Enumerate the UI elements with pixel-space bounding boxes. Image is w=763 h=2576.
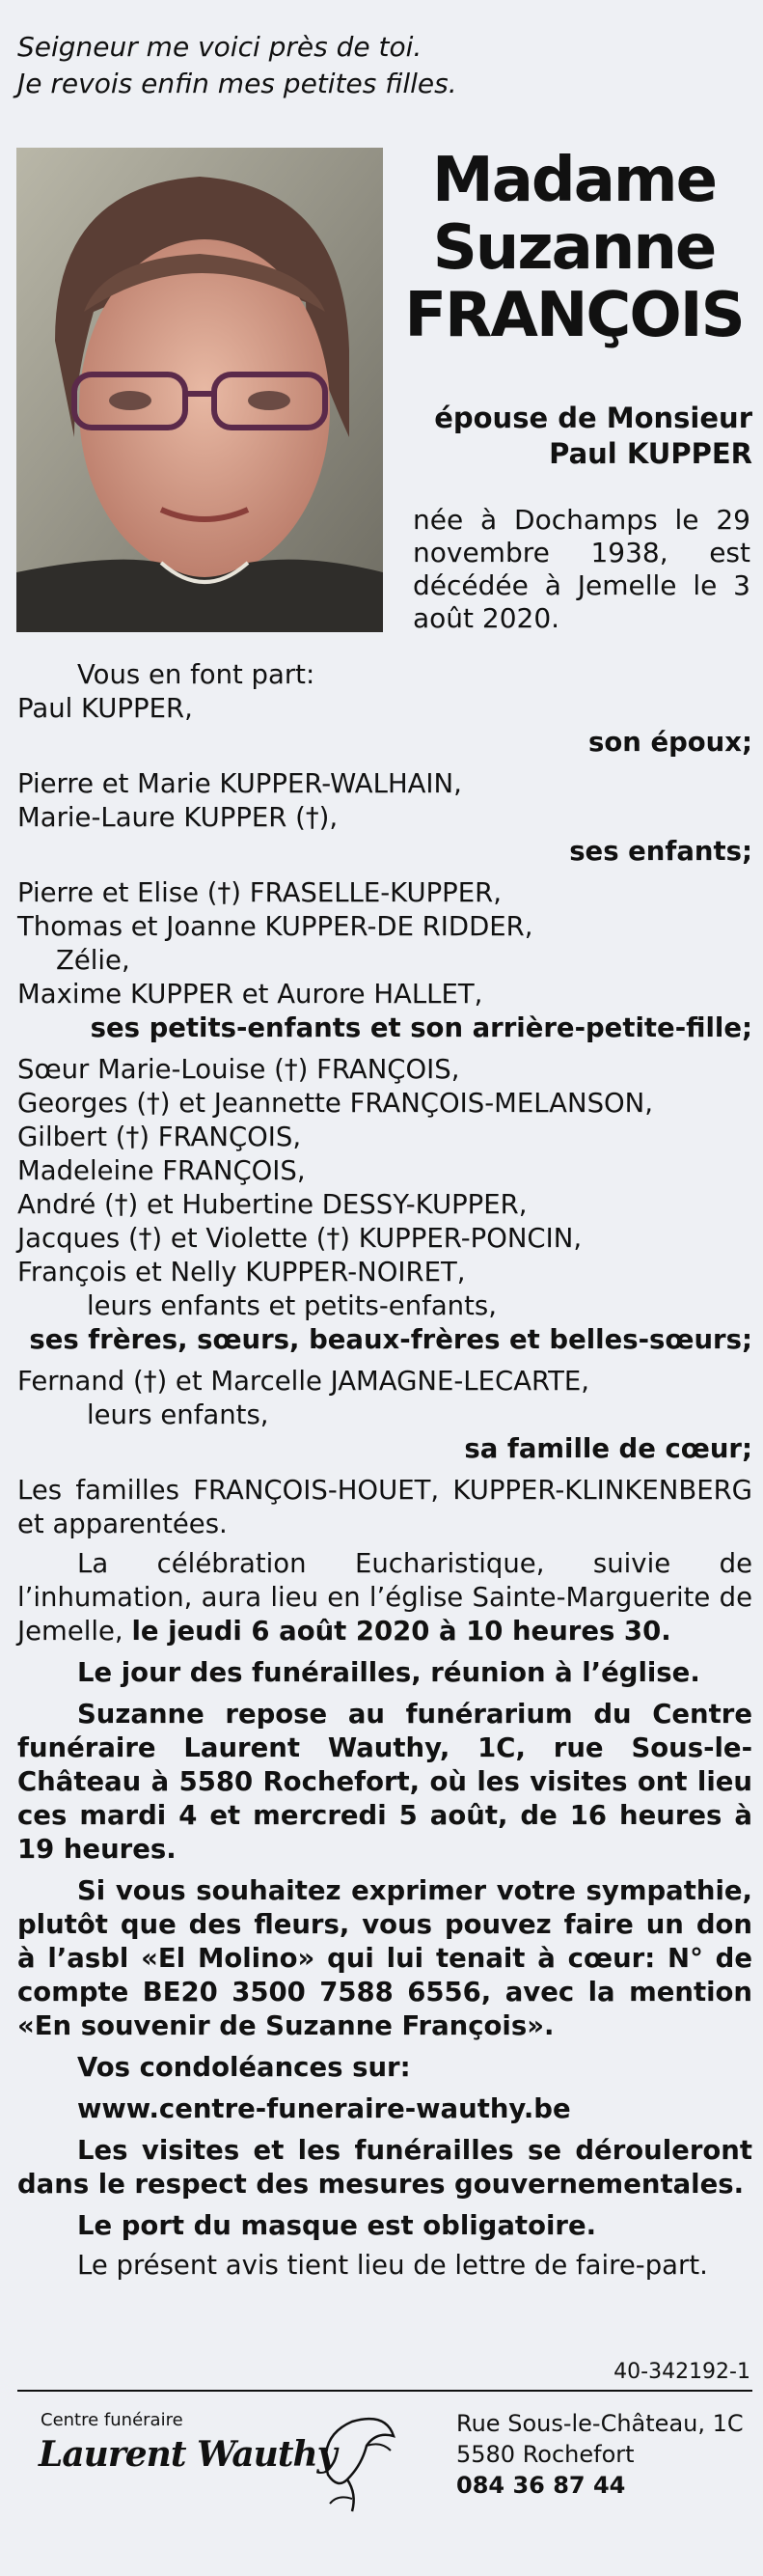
deceased-title: Madame bbox=[432, 145, 716, 216]
family-name: Jacques (†) et Violette (†) KUPPER-PONCIN, bbox=[17, 1223, 583, 1254]
celebration-text: La célébration Eucharistique, suivie de l’inhumation, aura lieu en l’église Sainte-Marguerite de Jemelle, bbox=[17, 1548, 752, 1647]
birth-death-info: née à Dochamps le 29 novembre 1938, est décédée à Jemelle le 3 août 2020. bbox=[413, 504, 750, 634]
calla-lily-logo-icon bbox=[309, 2407, 405, 2513]
notice-body bbox=[17, 658, 752, 2283]
spouse-info bbox=[395, 401, 752, 472]
meeting-paragraph bbox=[17, 1656, 752, 1690]
measures-paragraph bbox=[17, 2134, 752, 2202]
family-relation: ses petits-enfants et son arrière-petite-fille; bbox=[90, 1012, 752, 1043]
family-relation: ses frères, sœurs, beaux-frères et belles-sœurs; bbox=[29, 1324, 752, 1355]
address-street: Rue Sous-le-Château, 1C bbox=[456, 2410, 744, 2437]
portrait-photo bbox=[16, 148, 383, 632]
divider bbox=[17, 2390, 752, 2392]
deceased-name bbox=[395, 147, 752, 349]
closing-paragraph bbox=[17, 2249, 752, 2283]
celebration-paragraph bbox=[17, 1547, 752, 1648]
funeral-home-brand: Laurent Wauthy bbox=[39, 2434, 337, 2475]
measures-text: Les visites et les funérailles se dérouleront dans le respect des mesures gouvernementales. bbox=[17, 2135, 752, 2200]
quote-line-1: Seigneur me voici près de toi. bbox=[17, 31, 422, 63]
donation-text: Si vous souhaitez exprimer votre sympathie, plutôt que des fleurs, vous pouvez faire un don à l’asbl «El Molino» qui lui tenait à cœur: N° de compte BE20 3500 7588 6556, avec la mention «En souvenir de Suzanne François». bbox=[17, 1875, 752, 2041]
condolences-paragraph bbox=[17, 2051, 752, 2085]
family-name: Paul KUPPER, bbox=[17, 693, 193, 724]
condolences-url-link[interactable]: www.centre-funeraire-wauthy.be bbox=[77, 2093, 571, 2124]
closing-text: Le présent avis tient lieu de lettre de faire-part. bbox=[77, 2250, 708, 2281]
opening-quote bbox=[17, 29, 750, 102]
family-name: Maxime KUPPER et Aurore HALLET, bbox=[17, 979, 483, 1010]
deceased-last-name: FRANÇOIS bbox=[404, 280, 744, 351]
family-name: Madeleine FRANÇOIS, bbox=[17, 1155, 306, 1186]
family-name: André (†) et Hubertine DESSY-KUPPER, bbox=[17, 1189, 528, 1220]
families-line: Les familles FRANÇOIS-HOUET, KUPPER-KLINKENBERG et apparentées. bbox=[17, 1475, 752, 1539]
spouse-line-2: Paul KUPPER bbox=[549, 437, 752, 470]
family-relation: ses enfants; bbox=[569, 836, 752, 867]
family-name: leurs enfants, bbox=[87, 1399, 269, 1430]
quote-line-2: Je revois enfin mes petites filles. bbox=[17, 68, 457, 99]
intro-text: Vous en font part: bbox=[77, 659, 315, 690]
address-city: 5580 Rochefort bbox=[456, 2441, 635, 2468]
funeral-home-address bbox=[456, 2408, 744, 2501]
family-name: Pierre et Elise (†) FRASELLE-KUPPER, bbox=[17, 877, 502, 908]
family-relation: sa famille de cœur; bbox=[464, 1433, 752, 1464]
family-name: François et Nelly KUPPER-NOIRET, bbox=[17, 1257, 466, 1288]
family-name: Georges (†) et Jeannette FRANÇOIS-MELANSON, bbox=[17, 1088, 653, 1119]
address-phone: 084 36 87 44 bbox=[456, 2472, 626, 2499]
family-name: Thomas et Joanne KUPPER-DE RIDDER, bbox=[17, 911, 533, 942]
meeting-text: Le jour des funérailles, réunion à l’église. bbox=[77, 1657, 700, 1688]
family-name: Zélie, bbox=[56, 945, 130, 976]
family-name: Gilbert (†) FRANÇOIS, bbox=[17, 1122, 302, 1152]
family-name: leurs enfants et petits-enfants, bbox=[87, 1290, 497, 1321]
family-name: Fernand (†) et Marcelle JAMAGNE-LECARTE, bbox=[17, 1366, 590, 1397]
mask-paragraph bbox=[17, 2209, 752, 2243]
family-name: Sœur Marie-Louise (†) FRANÇOIS, bbox=[17, 1054, 460, 1085]
family-relation: son époux; bbox=[588, 727, 752, 758]
notice-reference: 40-342192-1 bbox=[613, 2360, 750, 2384]
donation-paragraph bbox=[17, 1874, 752, 2043]
family-name: Marie-Laure KUPPER (†), bbox=[17, 802, 339, 833]
deceased-first-name: Suzanne bbox=[432, 212, 716, 284]
family-name: Pierre et Marie KUPPER-WALHAIN, bbox=[17, 768, 462, 799]
condolences-label: Vos condoléances sur: bbox=[77, 2052, 411, 2083]
condolences-url-paragraph bbox=[17, 2092, 752, 2126]
spouse-line-1: épouse de Monsieur bbox=[434, 402, 752, 434]
rest-text: Suzanne repose au funérarium du Centre funéraire Laurent Wauthy, 1C, rue Sous-le-Château à 5580 Rochefort, où les visites ont lieu ces mardi 4 et mercredi 5 août, de 16 heures à 19 heures. bbox=[17, 1699, 752, 1865]
celebration-when: le jeudi 6 août 2020 à 10 heures 30. bbox=[131, 1616, 671, 1647]
funeral-home-label: Centre funéraire bbox=[41, 2410, 183, 2430]
rest-paragraph bbox=[17, 1698, 752, 1867]
mask-text: Le port du masque est obligatoire. bbox=[77, 2210, 597, 2241]
